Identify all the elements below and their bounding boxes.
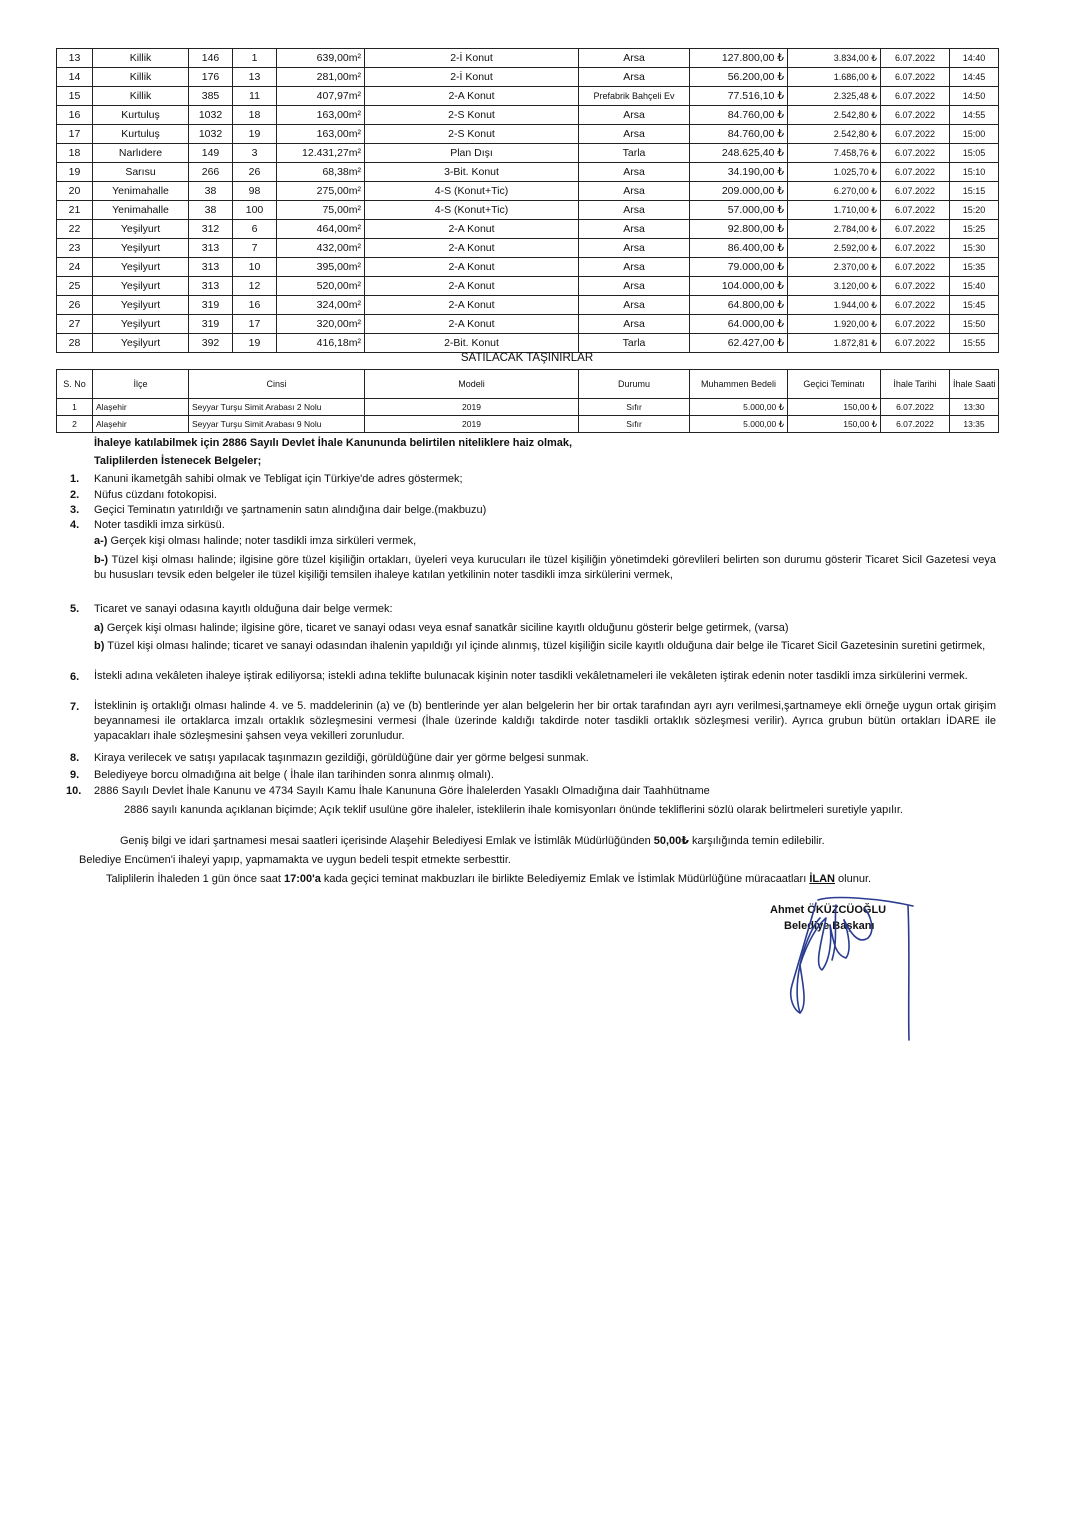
cell-no: 19 (57, 163, 93, 182)
cell-ada: 319 (189, 315, 233, 334)
cell-type: Tarla (579, 334, 690, 353)
cell-area: 416,18m² (277, 334, 365, 353)
cell-no: 1 (57, 399, 93, 416)
cell-date: 6.07.2022 (881, 399, 950, 416)
cell-ada: 392 (189, 334, 233, 353)
req5-b-label: b) (94, 640, 105, 652)
req4-a-label: a-) (94, 535, 108, 547)
cell-ada: 313 (189, 277, 233, 296)
req-text: Geçici Teminatın yatırıldığı ve şartnamenin satın alındığına dair belge.(makbuzu) (94, 504, 487, 516)
cell-area: 639,00m² (277, 49, 365, 68)
cell-deposit: 1.944,00 ₺ (788, 296, 881, 315)
cell-price: 84.760,00 ₺ (690, 106, 788, 125)
cell-price: 34.190,00 ₺ (690, 163, 788, 182)
cell-ada: 149 (189, 144, 233, 163)
cell-price: 92.800,00 ₺ (690, 220, 788, 239)
info-after: karşılığında temin edilebilir. (688, 835, 825, 847)
cell-no: 16 (57, 106, 93, 125)
cell-date: 6.07.2022 (881, 182, 950, 201)
header-cell: Cinsi (189, 370, 365, 399)
property-row (57, 106, 999, 125)
cell-type: Arsa (579, 201, 690, 220)
cell-deposit: 150,00 ₺ (788, 399, 881, 416)
cell-district: Killik (93, 87, 189, 106)
cell-area: 275,00m² (277, 182, 365, 201)
cell-area: 68,38m² (277, 163, 365, 182)
cell-district: Yeşilyurt (93, 334, 189, 353)
cell-time: 14:55 (950, 106, 999, 125)
cell-price: 127.800,00 ₺ (690, 49, 788, 68)
cell-ada: 266 (189, 163, 233, 182)
cell-zoning: 2-A Konut (365, 315, 579, 334)
cell-time: 15:15 (950, 182, 999, 201)
movable-row (57, 416, 999, 433)
cell-date: 6.07.2022 (881, 144, 950, 163)
cell-type: Arsa (579, 277, 690, 296)
req5-a-label: a) (94, 622, 104, 634)
cell-area: 432,00m² (277, 239, 365, 258)
cell-time: 15:20 (950, 201, 999, 220)
cell-type: Arsa (579, 239, 690, 258)
cell-type: Arsa (579, 296, 690, 315)
cell-parsel: 17 (233, 315, 277, 334)
cell-time: 14:50 (950, 87, 999, 106)
req-text: Belediyeye borcu olmadığına ait belge ( İhale ilan tarihinden sonra alınmış olmalı). (94, 769, 494, 781)
cell-district: Yeşilyurt (93, 296, 189, 315)
property-row (57, 334, 999, 353)
req5-a-text: Gerçek kişi olması halinde; ilgisine göre, ticaret ve sanayi odası veya esnaf sanatkâr siciline kayıtlı olduğunu gösterir belge getirmek, (varsa) (103, 622, 789, 634)
cell-time: 15:10 (950, 163, 999, 182)
cell-date: 6.07.2022 (881, 334, 950, 353)
cell-district: Yeşilyurt (93, 258, 189, 277)
cell-district: Yeşilyurt (93, 220, 189, 239)
cell-deposit: 2.784,00 ₺ (788, 220, 881, 239)
cell-deposit: 150,00 ₺ (788, 416, 881, 433)
info-text (120, 834, 825, 848)
cell-price: 5.000,00 ₺ (690, 399, 788, 416)
req4-b-text: Tüzel kişi olması halinde; ilgisine göre tüzel kişiliğin ortakları, üyeleri veya kurucuları ile tüzel kişiliğin yönetimdeki görevlileri belirten son durumu gösterir Ticaret Sicil Gazetesi veya bu hususları tevsik eden belgeler ile tüzel kişiliği temsilen ihaleye katılan yetkilinin noter tasdikli imza sirkülerini vermek, (94, 554, 996, 581)
cell-ada: 38 (189, 182, 233, 201)
ilan-word: İLAN (809, 873, 835, 885)
cell-time: 15:25 (950, 220, 999, 239)
deadline-time: 17:00'a (283, 873, 321, 885)
header-cell: S. No (57, 370, 93, 399)
cell-date: 6.07.2022 (881, 68, 950, 87)
cell-type: Arsa (579, 125, 690, 144)
movables-title: SATILACAK TAŞINIRLAR (460, 352, 594, 364)
council-text: Belediye Encümen'i ihaleyi yapıp, yapmamakta ve uygun bedeli tespit etmekte serbesttir. (79, 854, 511, 866)
req5-b (94, 639, 996, 654)
cell-area: 407,97m² (277, 87, 365, 106)
cell-zoning: 2-İ Konut (365, 68, 579, 87)
cell-parsel: 6 (233, 220, 277, 239)
req-number: 1. (70, 473, 80, 485)
signatory-name: Ahmet ÖKÜZCÜOĞLU (770, 904, 887, 916)
cell-parsel: 1 (233, 49, 277, 68)
movables-table (56, 369, 999, 433)
header-cell: İlçe (93, 370, 189, 399)
cell-price: 79.000,00 ₺ (690, 258, 788, 277)
cell-zoning: 4-S (Konut+Tic) (365, 201, 579, 220)
cell-deposit: 2.592,00 ₺ (788, 239, 881, 258)
req-text: Ticaret ve sanayi odasına kayıtlı olduğuna dair belge vermek: (94, 603, 393, 615)
cell-zoning: 3-Bit. Konut (365, 163, 579, 182)
cell-no: 26 (57, 296, 93, 315)
cell-zoning: 2-A Konut (365, 239, 579, 258)
intro-line: İhaleye katılabilmek için 2886 Sayılı Devlet İhale Kanununda belirtilen niteliklere haiz olmak, (94, 437, 573, 449)
cell-price: 64.000,00 ₺ (690, 315, 788, 334)
cell-date: 6.07.2022 (881, 49, 950, 68)
cell-time: 15:05 (950, 144, 999, 163)
cell-district: Yenimahalle (93, 182, 189, 201)
req-number: 6. (70, 671, 80, 683)
cell-ada: 176 (189, 68, 233, 87)
cell-kind: Seyyar Turşu Simit Arabası 9 Nolu (189, 416, 365, 433)
cell-price: 84.760,00 ₺ (690, 125, 788, 144)
cell-no: 28 (57, 334, 93, 353)
cell-parsel: 98 (233, 182, 277, 201)
cell-date: 6.07.2022 (881, 296, 950, 315)
cell-zoning: 2-İ Konut (365, 49, 579, 68)
signatory-title: Belediye Başkanı (784, 920, 875, 932)
property-row (57, 220, 999, 239)
cell-parsel: 26 (233, 163, 277, 182)
property-row (57, 125, 999, 144)
cell-ada: 38 (189, 201, 233, 220)
cell-ada: 385 (189, 87, 233, 106)
cell-district: Kurtuluş (93, 106, 189, 125)
cell-district: Kurtuluş (93, 125, 189, 144)
handwritten-signature (778, 870, 928, 1045)
method-text: 2886 sayılı kanunda açıklanan biçimde; Açık teklif usulüne göre ihaleler, isteklilerin ihale komisyonları önünde tekliflerini sözlü olarak belirtmeleri suretiyle yapılır. (124, 804, 903, 816)
cell-area: 324,00m² (277, 296, 365, 315)
req-number: 4. (70, 519, 80, 531)
cell-district: Alaşehir (93, 416, 189, 433)
req-text: Kiraya verilecek ve satışı yapılacak taşınmazın gezildiği, görüldüğüne dair yer görme belgesi sunmak. (94, 752, 589, 764)
cell-type: Arsa (579, 220, 690, 239)
cell-deposit: 3.834,00 ₺ (788, 49, 881, 68)
cell-no: 13 (57, 49, 93, 68)
req-number: 2. (70, 489, 80, 501)
cell-date: 6.07.2022 (881, 106, 950, 125)
cell-no: 2 (57, 416, 93, 433)
cell-ada: 1032 (189, 125, 233, 144)
cell-zoning: 2-A Konut (365, 220, 579, 239)
req-text: Nüfus cüzdanı fotokopisi. (94, 489, 217, 501)
cell-deposit: 1.025,70 ₺ (788, 163, 881, 182)
cell-state: Sıfır (579, 399, 690, 416)
cell-parsel: 19 (233, 334, 277, 353)
req-text: İsteklinin iş ortaklığı olması halinde 4. ve 5. maddelerinin (a) ve (b) bentlerinde yer alan belgelerin her bir ortak tarafından ayrı ayrı verilmesi,şartnameye ekli örneğe uygun ortak girişim beyannamesi ile ortaklarca imzalı ortaklık sözleşmesini vermesi (İhale üzerinde kaldığı takdirde noter tasdikli ortaklık sözleşmesi verilir). Ayrıca grubun bütün ortakları İDARE ile yapacakları ihale sözleşmesini şahsen veya vekilleri zorunludur. (94, 700, 996, 742)
cell-date: 6.07.2022 (881, 239, 950, 258)
cell-zoning: 2-A Konut (365, 87, 579, 106)
cell-date: 6.07.2022 (881, 220, 950, 239)
req4-a (94, 534, 416, 548)
cell-no: 27 (57, 315, 93, 334)
cell-zoning: 2-A Konut (365, 258, 579, 277)
property-row (57, 201, 999, 220)
header-cell: Muhammen Bedeli (690, 370, 788, 399)
property-row (57, 182, 999, 201)
cell-no: 24 (57, 258, 93, 277)
cell-date: 6.07.2022 (881, 416, 950, 433)
cell-type: Arsa (579, 182, 690, 201)
cell-parsel: 13 (233, 68, 277, 87)
cell-state: Sıfır (579, 416, 690, 433)
cell-price: 104.000,00 ₺ (690, 277, 788, 296)
cell-deposit: 1.710,00 ₺ (788, 201, 881, 220)
cell-kind: Seyyar Turşu Simit Arabası 2 Nolu (189, 399, 365, 416)
property-table (56, 48, 999, 353)
cell-zoning: Plan Dışı (365, 144, 579, 163)
header-cell: Geçici Teminatı (788, 370, 881, 399)
cell-time: 13:35 (950, 416, 999, 433)
cell-price: 86.400,00 ₺ (690, 239, 788, 258)
cell-no: 18 (57, 144, 93, 163)
info-fee: 50,00₺ (653, 835, 689, 847)
cell-no: 25 (57, 277, 93, 296)
cell-type: Prefabrik Bahçeli Ev (579, 87, 690, 106)
cell-time: 15:00 (950, 125, 999, 144)
cell-deposit: 3.120,00 ₺ (788, 277, 881, 296)
cell-price: 56.200,00 ₺ (690, 68, 788, 87)
cell-type: Arsa (579, 106, 690, 125)
cell-deposit: 1.920,00 ₺ (788, 315, 881, 334)
cell-ada: 313 (189, 239, 233, 258)
cell-ada: 146 (189, 49, 233, 68)
cell-area: 163,00m² (277, 106, 365, 125)
req5-a (94, 621, 789, 635)
cell-deposit: 7.458,76 ₺ (788, 144, 881, 163)
cell-parsel: 12 (233, 277, 277, 296)
cell-zoning: 2-A Konut (365, 296, 579, 315)
cell-date: 6.07.2022 (881, 125, 950, 144)
cell-area: 281,00m² (277, 68, 365, 87)
cell-area: 320,00m² (277, 315, 365, 334)
deadline-before: Taliplilerin İhaleden 1 gün önce saat (106, 873, 284, 885)
cell-no: 20 (57, 182, 93, 201)
cell-date: 6.07.2022 (881, 163, 950, 182)
cell-model: 2019 (365, 399, 579, 416)
cell-time: 14:40 (950, 49, 999, 68)
cell-zoning: 2-S Konut (365, 106, 579, 125)
cell-parsel: 100 (233, 201, 277, 220)
cell-parsel: 18 (233, 106, 277, 125)
cell-district: Killik (93, 68, 189, 87)
req-number: 9. (70, 769, 80, 781)
cell-no: 17 (57, 125, 93, 144)
req4-b-label: b-) (94, 554, 109, 566)
cell-district: Narlıdere (93, 144, 189, 163)
cell-time: 14:45 (950, 68, 999, 87)
req-number: 8. (70, 752, 80, 764)
cell-parsel: 7 (233, 239, 277, 258)
cell-type: Arsa (579, 49, 690, 68)
property-row (57, 49, 999, 68)
cell-date: 6.07.2022 (881, 315, 950, 334)
cell-deposit: 2.370,00 ₺ (788, 258, 881, 277)
deadline-end: olunur. (835, 873, 872, 885)
cell-parsel: 19 (233, 125, 277, 144)
cell-parsel: 16 (233, 296, 277, 315)
property-row (57, 87, 999, 106)
req-text: Kanuni ikametgâh sahibi olmak ve Tebligat için Türkiye'de adres göstermek; (94, 473, 463, 485)
cell-ada: 319 (189, 296, 233, 315)
cell-type: Tarla (579, 144, 690, 163)
req-number: 10. (66, 785, 82, 797)
cell-ada: 1032 (189, 106, 233, 125)
req4-a-text: Gerçek kişi olması halinde; noter tasdikli imza sirküleri vermek, (107, 535, 417, 547)
cell-price: 209.000,00 ₺ (690, 182, 788, 201)
cell-deposit: 6.270,00 ₺ (788, 182, 881, 201)
cell-price: 77.516,10 ₺ (690, 87, 788, 106)
cell-date: 6.07.2022 (881, 258, 950, 277)
movable-row (57, 399, 999, 416)
movables-header-row (57, 370, 999, 399)
cell-district: Yeşilyurt (93, 315, 189, 334)
cell-type: Arsa (579, 315, 690, 334)
cell-district: Yeşilyurt (93, 277, 189, 296)
cell-type: Arsa (579, 258, 690, 277)
cell-no: 15 (57, 87, 93, 106)
cell-parsel: 10 (233, 258, 277, 277)
cell-time: 15:30 (950, 239, 999, 258)
property-row (57, 315, 999, 334)
req-text: 2886 Sayılı Devlet İhale Kanunu ve 4734 Sayılı Kamu İhale Kanununa Göre İhalelerden Yasaklı Olmadığına dair Taahhütname (94, 785, 710, 797)
property-row (57, 68, 999, 87)
cell-no: 14 (57, 68, 93, 87)
documents-heading: Taliplilerden İstenecek Belgeler; (94, 455, 262, 467)
cell-district: Killik (93, 49, 189, 68)
req-text: İstekli adına vekâleten ihaleye iştirak ediliyorsa; istekli adına teklifte bulunacak kişinin noter tasdikli vekâletnameleri ile vekâleten iştirak edenin noter tasdikli imza sirkülerini vermek. (94, 670, 968, 682)
cell-district: Alaşehir (93, 399, 189, 416)
property-row (57, 277, 999, 296)
cell-price: 64.800,00 ₺ (690, 296, 788, 315)
header-cell: İhale Saati (950, 370, 999, 399)
req4-b (94, 553, 996, 583)
header-cell: Durumu (579, 370, 690, 399)
req-number: 3. (70, 504, 80, 516)
cell-deposit: 2.542,80 ₺ (788, 125, 881, 144)
cell-date: 6.07.2022 (881, 201, 950, 220)
cell-ada: 312 (189, 220, 233, 239)
cell-time: 15:40 (950, 277, 999, 296)
cell-time: 15:45 (950, 296, 999, 315)
cell-district: Yeşilyurt (93, 239, 189, 258)
cell-zoning: 4-S (Konut+Tic) (365, 182, 579, 201)
property-row (57, 239, 999, 258)
cell-zoning: 2-S Konut (365, 125, 579, 144)
property-row (57, 144, 999, 163)
info-before: Geniş bilgi ve idari şartnamesi mesai saatleri içerisinde Alaşehir Belediyesi Emlak ve İstimlâk Müdürlüğünden (120, 835, 654, 847)
cell-model: 2019 (365, 416, 579, 433)
cell-no: 21 (57, 201, 93, 220)
cell-price: 5.000,00 ₺ (690, 416, 788, 433)
cell-time: 15:55 (950, 334, 999, 353)
cell-time: 15:50 (950, 315, 999, 334)
cell-deposit: 1.686,00 ₺ (788, 68, 881, 87)
cell-deposit: 2.325,48 ₺ (788, 87, 881, 106)
cell-no: 22 (57, 220, 93, 239)
cell-parsel: 3 (233, 144, 277, 163)
property-row (57, 296, 999, 315)
cell-time: 13:30 (950, 399, 999, 416)
cell-district: Sarısu (93, 163, 189, 182)
cell-area: 75,00m² (277, 201, 365, 220)
property-row (57, 258, 999, 277)
cell-type: Arsa (579, 68, 690, 87)
req-number: 7. (70, 701, 80, 713)
cell-area: 520,00m² (277, 277, 365, 296)
cell-deposit: 1.872,81 ₺ (788, 334, 881, 353)
cell-deposit: 2.542,80 ₺ (788, 106, 881, 125)
cell-area: 12.431,27m² (277, 144, 365, 163)
cell-no: 23 (57, 239, 93, 258)
cell-type: Arsa (579, 163, 690, 182)
cell-date: 6.07.2022 (881, 87, 950, 106)
cell-zoning: 2-A Konut (365, 277, 579, 296)
cell-area: 464,00m² (277, 220, 365, 239)
req5-b-text: Tüzel kişi olması halinde; ticaret ve sanayi odasından ihalenin yapıldığı yıl içinde alınmış, tüzel kişiliğin sicile kayıtlı olduğuna dair belge ile Ticaret Sicil Gazetesinin suretini getirmek, (104, 640, 986, 652)
cell-price: 62.427,00 ₺ (690, 334, 788, 353)
cell-district: Yenimahalle (93, 201, 189, 220)
deadline-text (106, 872, 871, 886)
cell-ada: 313 (189, 258, 233, 277)
cell-zoning: 2-Bit. Konut (365, 334, 579, 353)
cell-price: 57.000,00 ₺ (690, 201, 788, 220)
cell-area: 163,00m² (277, 125, 365, 144)
req-number: 5. (70, 603, 80, 615)
header-cell: İhale Tarihi (881, 370, 950, 399)
req-text: Noter tasdikli imza sirküsü. (94, 519, 225, 531)
cell-price: 248.625,40 ₺ (690, 144, 788, 163)
header-cell: Modeli (365, 370, 579, 399)
cell-parsel: 11 (233, 87, 277, 106)
cell-time: 15:35 (950, 258, 999, 277)
cell-date: 6.07.2022 (881, 277, 950, 296)
cell-area: 395,00m² (277, 258, 365, 277)
deadline-middle: kada geçici teminat makbuzları ile birlikte Belediyemiz Emlak ve İstimlak Müdürlüğüne müracaatları (320, 873, 810, 885)
property-row (57, 163, 999, 182)
